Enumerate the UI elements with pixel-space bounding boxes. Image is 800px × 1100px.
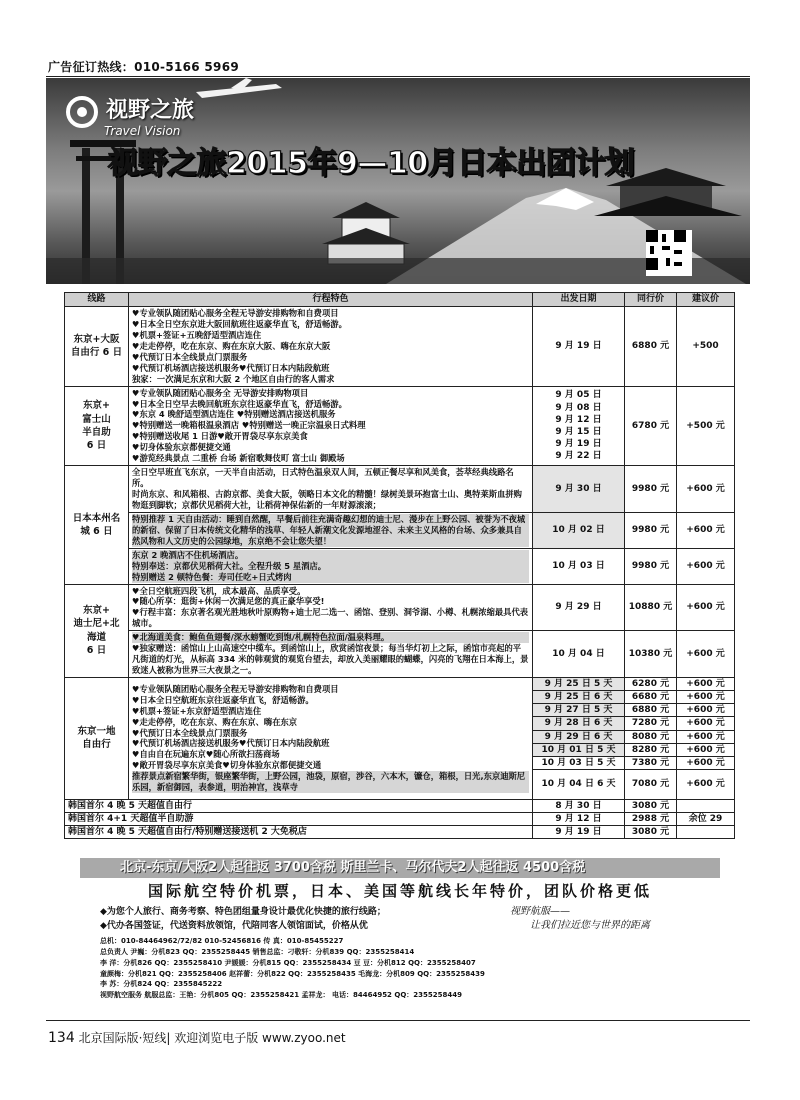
- peer-price: 6280 元: [625, 678, 677, 691]
- features-cell: [129, 678, 533, 800]
- brand-logo-cn: 视野之旅: [106, 98, 195, 123]
- feature-line: 特别赠送 2 顿特色餐：寿司任吃+日式烤肉: [132, 572, 529, 583]
- suggested-price: +500: [677, 307, 735, 387]
- feature-line: 推荐景点新宿繁华街，银座繁华街，上野公园，池袋，原宿，涉谷，六本木，镰仓，箱根，日光,东京迪斯尼乐园，新宿御园，表参道，明治神宫，浅草寺: [132, 771, 529, 793]
- route-line: 富士山: [82, 413, 111, 425]
- page-footer: [48, 1030, 346, 1047]
- feature-line: ♥切身体验东京都便捷交通: [132, 442, 231, 453]
- peer-price: 10880 元: [625, 584, 677, 631]
- feature-line: ♥专业领队随团贴心服务全程无导游安排购物和自费项目: [132, 308, 339, 318]
- feature-line: ♥东京 4 晚舒适型酒店连住 ♥特别赠送酒店接送机服务: [132, 409, 336, 420]
- signature-line-1: 视野航服——: [510, 906, 570, 917]
- peer-price: 6680 元: [625, 691, 677, 704]
- table-row: [65, 631, 735, 678]
- suggested-price: +600 元: [677, 769, 735, 799]
- banner: [46, 78, 750, 284]
- date-item: 9 月 19 日: [555, 438, 602, 449]
- date-item: 9 月 15 日: [555, 426, 602, 437]
- peer-price: 9980 元: [625, 466, 677, 513]
- departure-date: 10 月 04 日: [533, 631, 625, 678]
- table-row: [65, 813, 735, 826]
- peer-price: 8080 元: [625, 730, 677, 743]
- departure-date: 10 月 04 日 6 天: [533, 769, 625, 799]
- departure-date: 10 月 01 日 5 天: [533, 743, 625, 756]
- feature-line: ♥自由自在玩遍东京♥随心所欲扫荡商场: [132, 749, 280, 760]
- contact-row: 李 苏：分机824 QQ：2355845222: [100, 980, 223, 989]
- features-cell: [129, 466, 533, 513]
- feature-line: ♥走走停停，吃在东京、购在东京、嗨在东京: [132, 716, 298, 727]
- feature-line: ♥代预订机场酒店接送机服务♥代预订日本内陆段航班: [132, 362, 330, 373]
- route-cell: 韩国首尔 4 晚 5 天超值自由行: [65, 799, 533, 812]
- table-row: [65, 678, 735, 691]
- header-route: 线路: [65, 293, 129, 307]
- departure-date: 9 月 25 日 5 天: [533, 678, 625, 691]
- date-item: 9 月 05 日: [555, 390, 602, 401]
- feature-line: ♥特别赠送收尾 1 日游♥敞开胃袋尽享东京美食: [132, 431, 308, 442]
- suggested-price: 余位 29: [677, 813, 735, 826]
- feature-line: ♥全日空航班四段飞机，成本最高、品质享受。: [132, 585, 306, 596]
- route-cell: 韩国首尔 4 晚 5 天超值自由行/特别赠送接送机 2 大免税店: [65, 826, 533, 839]
- promo-slogan: 国际航空特价机票，日本、美国等航线长年特价，团队价格更低: [147, 882, 652, 900]
- route-line: 6 日: [86, 645, 107, 657]
- departure-date: 8 月 30 日: [533, 799, 625, 812]
- feature-line: ♥日本全日空航班东京往返豪华直飞，舒适畅游。: [132, 694, 314, 705]
- header-features: 行程特色: [129, 293, 533, 307]
- route-line: 东京一地: [77, 726, 116, 738]
- table-row: [65, 466, 735, 513]
- peer-price: 6880 元: [625, 704, 677, 717]
- feature-line: 时尚东京、和风箱根、古韵京都、美食大阪，领略日本文化的精髓！绿树美景环抱富士山、奥特莱斯血拼购物逛到脚软；京都伏见稻荷大社，让稻荷神保佑新的一年财源滚滚；: [132, 489, 522, 510]
- header-peer-price: 同行价: [625, 293, 677, 307]
- suggested-price: +600 元: [677, 584, 735, 631]
- table-row: [65, 548, 735, 584]
- feature-line: ♥独家赠送：函馆山上山高速空中缆车。到函馆山上，欣赏函馆夜景；每当华灯初上之际，函馆市亮起的平凡街道的灯光，从标高 334 米的韩观赏的观览台望去，却放入美丽耀眼的蝴蝶，闪亮的飞翔在日本海上，景致迷人被称为世界三大夜景之一。: [132, 643, 529, 676]
- peer-price: 10380 元: [625, 631, 677, 678]
- departure-date: 9 月 30 日: [533, 466, 625, 513]
- route-cell: 韩国首尔 4+1 天超值半自助游: [65, 813, 533, 826]
- table-header-row: [65, 293, 735, 307]
- route-line: 东京+大阪: [73, 333, 120, 345]
- suggested-price: +600 元: [677, 730, 735, 743]
- feature-line: ♥日本全日空东京进大阪回航班往返豪华直飞，舒适畅游。: [132, 318, 347, 329]
- feature-line: ♥特别赠送一晚箱根温泉酒店 ♥特别赠送一晚正宗温泉日式料理: [132, 420, 366, 431]
- departure-date: 9 月 29 日: [533, 584, 625, 631]
- peer-price: 7080 元: [625, 769, 677, 799]
- peer-price: 9980 元: [625, 548, 677, 584]
- feature-line: 独家：一次满足东京和大阪 2 个地区自由行的客人需求: [132, 373, 335, 384]
- route-cell: [65, 307, 129, 387]
- peer-price: 6880 元: [625, 307, 677, 387]
- peer-price: 7280 元: [625, 717, 677, 730]
- features-cell: [129, 584, 533, 631]
- table-row: [65, 826, 735, 839]
- suggested-price: +600 元: [677, 466, 735, 513]
- departure-dates: [533, 386, 625, 466]
- features-cell: [129, 386, 533, 466]
- header-date: 出发日期: [533, 293, 625, 307]
- feature-line: 特别奉送：京都伏见稻荷大社。全程升级 5 星酒店。: [132, 561, 529, 572]
- feature-line: ♥代预订日本全线景点门票服务: [132, 351, 248, 362]
- qr-code-icon: [646, 230, 692, 276]
- route-line: 半自助: [82, 426, 111, 438]
- route-cell: [65, 678, 129, 800]
- suggested-price: +600 元: [677, 704, 735, 717]
- suggested-price: +600 元: [677, 691, 735, 704]
- table-row: [65, 799, 735, 812]
- contact-row: 总负责人 尹巍：分机823 QQ：2355258445 销售总监：刁敬轩：分机839 QQ：2355258414: [100, 947, 415, 956]
- feature-line: ♥游览经典景点 二重桥 台场 新宿歌舞伎町 富士山 御殿场: [132, 453, 345, 464]
- route-cell: [65, 584, 129, 678]
- feature-line: ♥专业领队随团贴心服务全 无导游安排购物项目: [132, 387, 309, 398]
- peer-price: 7380 元: [625, 756, 677, 769]
- suggested-price: [677, 799, 735, 812]
- brand-logo-en: Travel Vision: [104, 124, 181, 138]
- feature-line: ♥代预订日本全线景点门票服务: [132, 727, 248, 738]
- suggested-price: +600 元: [677, 548, 735, 584]
- route-line: 东京+: [83, 400, 110, 412]
- feature-line: 全日空早班直飞东京，一天半自由活动，日式特色温泉双人间，五顿正餐尽享和风美食，荟萃经典线路名所。: [132, 467, 514, 489]
- date-item: 9 月 12 日: [555, 414, 602, 425]
- peer-price: 3080 元: [625, 826, 677, 839]
- feature-line: ♥随心所享：逛街+休闲一次满足您的真正豪华享受!: [132, 596, 325, 607]
- table-row: [65, 307, 735, 387]
- feature-line: ♥北海道美食：鲍鱼鱼翅餐/深水螃蟹吃到饱/札幌特色拉面/温泉料理。: [132, 632, 529, 643]
- ad-hotline: 广告征订热线：010-5166 5969: [48, 60, 240, 74]
- features-cell: [129, 631, 533, 678]
- route-line: 海道: [86, 631, 106, 643]
- peer-price: 3080 元: [625, 799, 677, 812]
- promo-banner: 北京-东京/大阪2人起往返 3700含税 斯里兰卡、马尔代夫2人起往返 4500含税: [80, 858, 720, 878]
- feature-line: ♥行程丰富：东京著名观光胜地秋叶原购物+迪士尼二选一、函馆、登别、洞爷湖、小樽、札幌浓缩最具代表城市。: [132, 607, 529, 629]
- contact-row: 总机：010-84464962/72/82 010-52456816 传 真：010-85455227: [100, 937, 344, 945]
- departure-date: 9 月 12 日: [533, 813, 625, 826]
- feature-line: ♥敞开胃袋尽享东京美食♥切身体验东京都便捷交通: [132, 760, 322, 771]
- peer-price: 6780 元: [625, 386, 677, 466]
- departure-date: 9 月 25 日 6 天: [533, 691, 625, 704]
- route-line: 迪士尼+北: [73, 618, 120, 630]
- date-item: 9 月 08 日: [555, 402, 602, 413]
- date-item: 9 月 22 日: [555, 451, 602, 462]
- bullet-item: ◆为您个人旅行、商务考察、特色团组量身设计最优化快捷的旅行线路；: [100, 907, 386, 917]
- service-bullets: [100, 906, 386, 933]
- route-line: 城 6 日: [80, 525, 113, 537]
- route-line: 东京+: [83, 605, 110, 617]
- route-cell: [65, 386, 129, 466]
- feature-line: 东京 2 晚酒店不住机场酒店。: [132, 550, 529, 561]
- peer-price: 2988 元: [625, 813, 677, 826]
- peer-price: 8280 元: [625, 743, 677, 756]
- feature-line: ♥机票+签证+东京舒适型酒店连住: [132, 705, 262, 716]
- departure-date: 9 月 29 日 6 天: [533, 730, 625, 743]
- suggested-price: +500 元: [677, 386, 735, 466]
- feature-line: 特别推荐 1 天自由活动：睡到自然醒，早餐后前往充满奇趣幻想的迪士尼、漫步在上野公园、被誉为不夜城的新宿、保留了日本传统文化精华的浅草、年轻人新潮文化发源地涩谷、未来主义风格的台场、众多兼具自然风物和人文历史的公园绿地，东京绝不会让您失望！: [132, 514, 529, 547]
- feature-line: ♥日本全日空早去晚回航班东京往返豪华直飞，舒适畅游。: [132, 398, 347, 409]
- suggested-price: [677, 826, 735, 839]
- suggested-price: +600 元: [677, 512, 735, 548]
- suggested-price: +600 元: [677, 756, 735, 769]
- top-divider: [46, 76, 750, 77]
- route-line: 自由行 6 日: [70, 347, 123, 359]
- departure-date: 9 月 27 日 5 天: [533, 704, 625, 717]
- table-row: [65, 584, 735, 631]
- departure-date: 9 月 28 日 6 天: [533, 717, 625, 730]
- suggested-price: +600 元: [677, 631, 735, 678]
- header-suggested-price: 建议价: [677, 293, 735, 307]
- page-number: 134: [48, 1030, 75, 1046]
- feature-line: ♥机票+签证+五晚舒适型酒店连住: [132, 329, 262, 340]
- route-cell: [65, 466, 129, 584]
- contact-row: 李 洋：分机826 QQ：2355258410 尹媛媛：分机815 QQ：2355258434 豆 豆：分机812 QQ：2355258407: [100, 958, 476, 967]
- route-line: 6 日: [86, 440, 107, 452]
- departure-date: 9 月 19 日: [533, 826, 625, 839]
- contact-row: 视野航空服务 航服总监：王艳：分机805 QQ：2355258421 孟祥龙： 电话：84464952 QQ：2355258449: [100, 991, 462, 1000]
- tour-schedule-table: [64, 292, 735, 839]
- table-row: [65, 512, 735, 548]
- route-line: 日本本州名: [72, 512, 121, 524]
- feature-line: ♥走走停停，吃在东京、购在东京大阪、嗨在东京大阪: [132, 340, 331, 351]
- departure-date: 10 月 03 日 5 天: [533, 756, 625, 769]
- route-line: 自由行: [82, 739, 111, 751]
- footer-text: 北京国际版·短线| 欢迎浏览电子版 www.zyoo.net: [78, 1031, 346, 1045]
- signature-line-2: 让我们拉近您与世界的距离: [530, 920, 650, 931]
- banner-title: 视野之旅2015年9—10月日本出团计划: [108, 146, 635, 181]
- suggested-price: +600 元: [677, 743, 735, 756]
- departure-date: 10 月 02 日: [533, 512, 625, 548]
- features-cell: [129, 512, 533, 548]
- suggested-price: +600 元: [677, 678, 735, 691]
- departure-date: 9 月 19 日: [533, 307, 625, 387]
- contact-row: 童颜梅：分机821 QQ：2355258406 赵祥蕾：分机822 QQ：2355258435 毛海龙：分机809 QQ：2355258439: [100, 969, 485, 978]
- departure-date: 10 月 03 日: [533, 548, 625, 584]
- features-cell: [129, 307, 533, 387]
- suggested-price: +600 元: [677, 717, 735, 730]
- peer-price: 9980 元: [625, 512, 677, 548]
- feature-line: ♥专业领队随团贴心服务全程无导游安排购物和自费项目: [132, 683, 339, 694]
- contact-list: [100, 936, 720, 1001]
- features-cell: [129, 548, 533, 584]
- feature-line: ♥代预订机场酒店接送机服务♥代预订日本内陆段航班: [132, 738, 330, 749]
- bullet-item: ◆代办各国签证，代送资料放领馆，代陪同客人领馆面试，价格从优: [100, 920, 368, 931]
- table-row: [65, 386, 735, 466]
- bottom-divider: [46, 1020, 750, 1021]
